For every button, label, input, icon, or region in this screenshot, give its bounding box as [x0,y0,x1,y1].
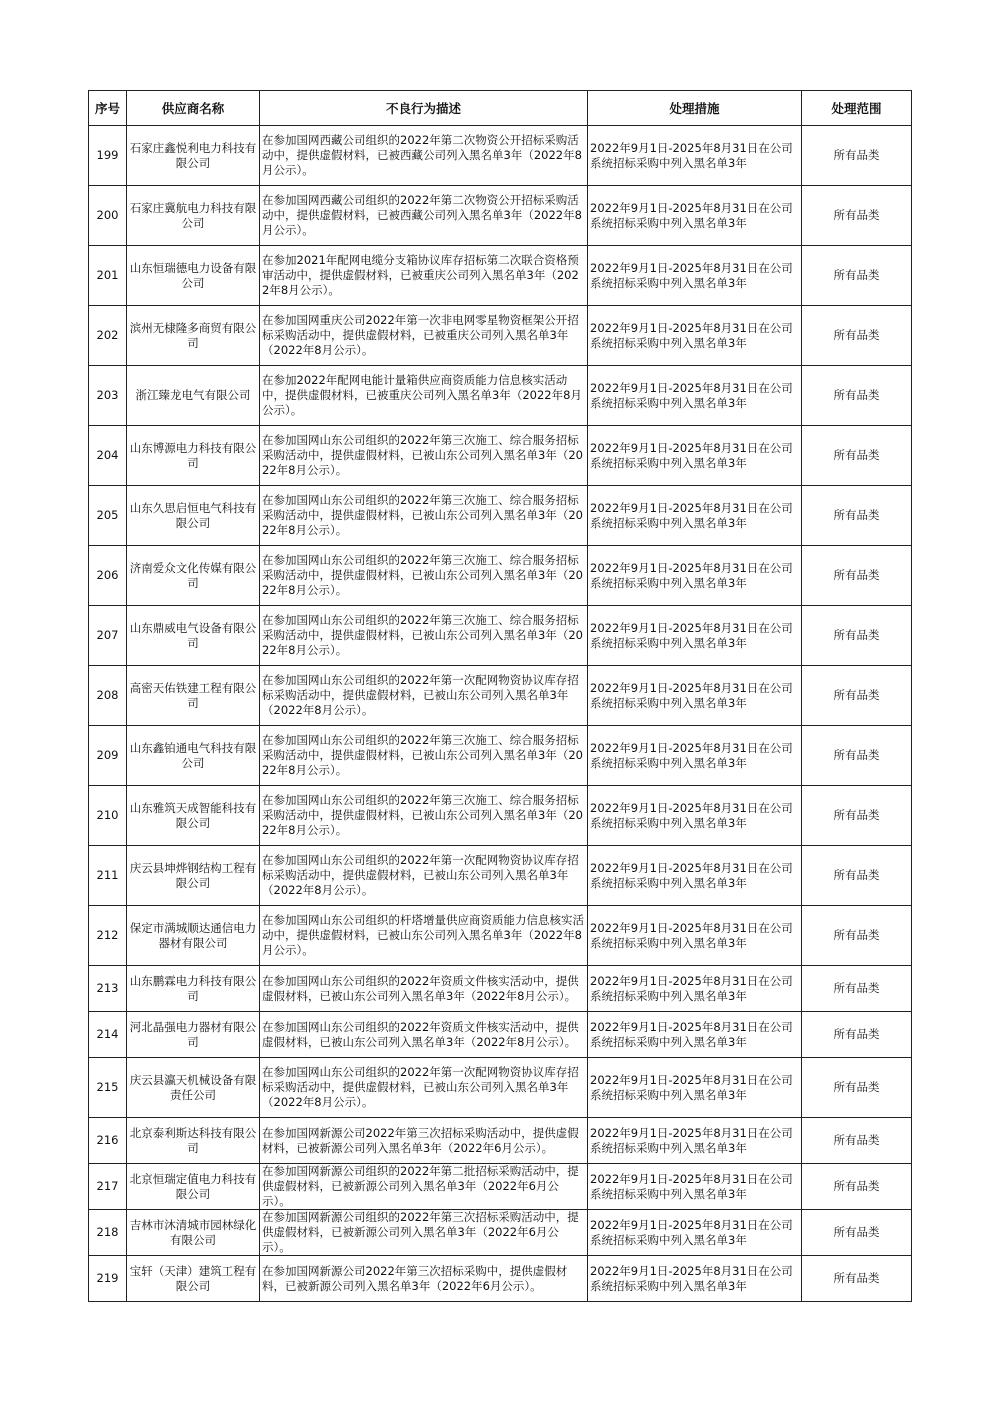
handling-measure: 2022年9月1日-2025年8月31日在公司系统招标采购中列入黑名单3年 [588,1118,802,1164]
row-number: 213 [89,966,127,1012]
handling-scope: 所有品类 [802,486,912,546]
handling-scope: 所有品类 [802,306,912,366]
supplier-name: 山东鑫铂通电气科技有限公司 [127,726,260,786]
supplier-name: 滨州无棣隆多商贸有限公司 [127,306,260,366]
table-row [89,786,912,846]
table-row [89,246,912,306]
violation-description: 在参加国网新源公司2022年第三次招标采购中，提供虚假材料，已被新源公司列入黑名单3年（2022年6月公示）。 [260,1256,588,1302]
table-row [89,426,912,486]
handling-scope: 所有品类 [802,1012,912,1058]
violation-description: 在参加国网西藏公司组织的2022年第二次物资公开招标采购活动中，提供虚假材料，已被西藏公司列入黑名单3年（2022年8月公示）。 [260,186,588,246]
header-no: 序号 [89,91,127,126]
supplier-name: 河北晶强电力器材有限公司 [127,1012,260,1058]
supplier-name: 山东鹏霖电力科技有限公司 [127,966,260,1012]
table-row [89,306,912,366]
supplier-name: 山东博源电力科技有限公司 [127,426,260,486]
handling-measure: 2022年9月1日-2025年8月31日在公司系统招标采购中列入黑名单3年 [588,666,802,726]
supplier-name: 山东恒瑞德电力设备有限公司 [127,246,260,306]
handling-scope: 所有品类 [802,726,912,786]
handling-measure: 2022年9月1日-2025年8月31日在公司系统招标采购中列入黑名单3年 [588,246,802,306]
violation-description: 在参加国网新源公司组织的2022年第三次招标采购活动中，提供虚假材料，已被新源公司列入黑名单3年（2022年6月公示）。 [260,1210,588,1256]
handling-scope: 所有品类 [802,1164,912,1210]
table-row [89,486,912,546]
table-header [89,91,912,126]
violation-description: 在参加国网山东公司组织的杆塔增量供应商资质能力信息核实活动中，提供虚假材料，已被山东公司列入黑名单3年（2022年8月公示）。 [260,906,588,966]
handling-scope: 所有品类 [802,186,912,246]
violation-description: 在参加国网山东公司组织的2022年第三次施工、综合服务招标采购活动中，提供虚假材料，已被山东公司列入黑名单3年（2022年8月公示）。 [260,606,588,666]
supplier-name: 浙江臻龙电气有限公司 [127,366,260,426]
handling-measure: 2022年9月1日-2025年8月31日在公司系统招标采购中列入黑名单3年 [588,126,802,186]
table-row [89,1012,912,1058]
handling-scope: 所有品类 [802,126,912,186]
row-number: 209 [89,726,127,786]
row-number: 205 [89,486,127,546]
supplier-name: 山东鼎威电气设备有限公司 [127,606,260,666]
table-row [89,1118,912,1164]
row-number: 215 [89,1058,127,1118]
handling-scope: 所有品类 [802,246,912,306]
violation-description: 在参加国网山东公司组织的2022年资质文件核实活动中，提供虚假材料，已被山东公司列入黑名单3年（2022年8月公示）。 [260,1012,588,1058]
handling-measure: 2022年9月1日-2025年8月31日在公司系统招标采购中列入黑名单3年 [588,846,802,906]
row-number: 217 [89,1164,127,1210]
table-row [89,366,912,426]
table-row [89,186,912,246]
row-number: 203 [89,366,127,426]
handling-scope: 所有品类 [802,906,912,966]
header-scope: 处理范围 [802,91,912,126]
handling-scope: 所有品类 [802,546,912,606]
violation-description: 在参加国网西藏公司组织的2022年第二次物资公开招标采购活动中，提供虚假材料，已被西藏公司列入黑名单3年（2022年8月公示）。 [260,126,588,186]
handling-measure: 2022年9月1日-2025年8月31日在公司系统招标采购中列入黑名单3年 [588,546,802,606]
violation-description: 在参加国网山东公司组织的2022年第一次配网物资协议库存招标采购活动中，提供虚假材料，已被山东公司列入黑名单3年（2022年8月公示）。 [260,666,588,726]
handling-scope: 所有品类 [802,426,912,486]
table-row [89,1164,912,1210]
table-row [89,606,912,666]
supplier-name: 石家庄鑫悦利电力科技有限公司 [127,126,260,186]
violation-description: 在参加国网山东公司组织的2022年第一次配网物资协议库存招标采购活动中，提供虚假材料，已被山东公司列入黑名单3年（2022年8月公示）。 [260,1058,588,1118]
table-row [89,906,912,966]
supplier-name: 宝轩（天津）建筑工程有限公司 [127,1256,260,1302]
violation-description: 在参加国网山东公司组织的2022年第三次施工、综合服务招标采购活动中，提供虚假材料，已被山东公司列入黑名单3年（2022年8月公示）。 [260,726,588,786]
row-number: 206 [89,546,127,606]
violation-description: 在参加国网新源公司组织的2022年第二批招标采购活动中，提供虚假材料，已被新源公司列入黑名单3年（2022年6月公示）。 [260,1164,588,1210]
table-row [89,846,912,906]
violation-description: 在参加国网山东公司组织的2022年第三次施工、综合服务招标采购活动中，提供虚假材料，已被山东公司列入黑名单3年（2022年8月公示）。 [260,546,588,606]
handling-measure: 2022年9月1日-2025年8月31日在公司系统招标采购中列入黑名单3年 [588,1058,802,1118]
row-number: 214 [89,1012,127,1058]
row-number: 204 [89,426,127,486]
table-row [89,666,912,726]
table-row [89,1210,912,1256]
handling-scope: 所有品类 [802,366,912,426]
handling-scope: 所有品类 [802,1058,912,1118]
supplier-name: 保定市满城顺达通信电力器材有限公司 [127,906,260,966]
table-row [89,1058,912,1118]
handling-scope: 所有品类 [802,1118,912,1164]
violation-description: 在参加国网山东公司组织的2022年第三次施工、综合服务招标采购活动中，提供虚假材料，已被山东公司列入黑名单3年（2022年8月公示）。 [260,786,588,846]
supplier-name: 北京泰利斯达科技有限公司 [127,1118,260,1164]
row-number: 216 [89,1118,127,1164]
table-row [89,966,912,1012]
header-description: 不良行为描述 [260,91,588,126]
violation-description: 在参加2021年配网电缆分支箱协议库存招标第二次联合资格预审活动中，提供虚假材料，已被重庆公司列入黑名单3年（2022年8月公示）。 [260,246,588,306]
header-measure: 处理措施 [588,91,802,126]
handling-measure: 2022年9月1日-2025年8月31日在公司系统招标采购中列入黑名单3年 [588,486,802,546]
handling-measure: 2022年9月1日-2025年8月31日在公司系统招标采购中列入黑名单3年 [588,726,802,786]
supplier-name: 庆云县瀛天机械设备有限责任公司 [127,1058,260,1118]
handling-scope: 所有品类 [802,846,912,906]
row-number: 208 [89,666,127,726]
handling-scope: 所有品类 [802,1256,912,1302]
violation-description: 在参加国网山东公司组织的2022年第一次配网物资协议库存招标采购活动中，提供虚假材料，已被山东公司列入黑名单3年（2022年8月公示）。 [260,846,588,906]
violation-description: 在参加国网新源公司2022年第三次招标采购活动中，提供虚假材料，已被新源公司列入黑名单3年（2022年6月公示）。 [260,1118,588,1164]
handling-scope: 所有品类 [802,1210,912,1256]
handling-measure: 2022年9月1日-2025年8月31日在公司系统招标采购中列入黑名单3年 [588,606,802,666]
supplier-name: 石家庄冀航电力科技有限公司 [127,186,260,246]
supplier-name: 济南爱众文化传媒有限公司 [127,546,260,606]
handling-measure: 2022年9月1日-2025年8月31日在公司系统招标采购中列入黑名单3年 [588,786,802,846]
handling-measure: 2022年9月1日-2025年8月31日在公司系统招标采购中列入黑名单3年 [588,1164,802,1210]
violation-description: 在参加2022年配网电能计量箱供应商资质能力信息核实活动中，提供虚假材料，已被重庆公司列入黑名单3年（2022年8月公示）。 [260,366,588,426]
violation-description: 在参加国网山东公司组织的2022年第三次施工、综合服务招标采购活动中，提供虚假材料，已被山东公司列入黑名单3年（2022年8月公示）。 [260,426,588,486]
handling-scope: 所有品类 [802,966,912,1012]
row-number: 212 [89,906,127,966]
supplier-name: 北京恒瑞定值电力科技有限公司 [127,1164,260,1210]
handling-scope: 所有品类 [802,786,912,846]
header-row [89,91,912,126]
handling-measure: 2022年9月1日-2025年8月31日在公司系统招标采购中列入黑名单3年 [588,906,802,966]
row-number: 218 [89,1210,127,1256]
supplier-name: 吉林市沐清城市园林绿化有限公司 [127,1210,260,1256]
table-row [89,1256,912,1302]
row-number: 199 [89,126,127,186]
supplier-name: 山东久思启恒电气科技有限公司 [127,486,260,546]
handling-measure: 2022年9月1日-2025年8月31日在公司系统招标采购中列入黑名单3年 [588,1256,802,1302]
violation-description: 在参加国网山东公司组织的2022年第三次施工、综合服务招标采购活动中，提供虚假材料，已被山东公司列入黑名单3年（2022年8月公示）。 [260,486,588,546]
blacklist-table [88,90,912,1302]
header-supplier: 供应商名称 [127,91,260,126]
row-number: 202 [89,306,127,366]
handling-scope: 所有品类 [802,606,912,666]
table-row [89,546,912,606]
row-number: 200 [89,186,127,246]
row-number: 201 [89,246,127,306]
row-number: 207 [89,606,127,666]
table-row [89,126,912,186]
supplier-name: 山东雅筑天成智能科技有限公司 [127,786,260,846]
supplier-name: 高密天佑铁建工程有限公司 [127,666,260,726]
handling-measure: 2022年9月1日-2025年8月31日在公司系统招标采购中列入黑名单3年 [588,1210,802,1256]
supplier-name: 庆云县坤烨钢结构工程有限公司 [127,846,260,906]
violation-description: 在参加国网山东公司组织的2022年资质文件核实活动中，提供虚假材料，已被山东公司列入黑名单3年（2022年8月公示）。 [260,966,588,1012]
table-row [89,726,912,786]
handling-measure: 2022年9月1日-2025年8月31日在公司系统招标采购中列入黑名单3年 [588,366,802,426]
row-number: 210 [89,786,127,846]
row-number: 219 [89,1256,127,1302]
table-body [89,126,912,1302]
handling-measure: 2022年9月1日-2025年8月31日在公司系统招标采购中列入黑名单3年 [588,186,802,246]
violation-description: 在参加国网重庆公司2022年第一次非电网零星物资框架公开招标采购活动中，提供虚假材料，已被重庆公司列入黑名单3年（2022年8月公示）。 [260,306,588,366]
handling-measure: 2022年9月1日-2025年8月31日在公司系统招标采购中列入黑名单3年 [588,426,802,486]
row-number: 211 [89,846,127,906]
handling-measure: 2022年9月1日-2025年8月31日在公司系统招标采购中列入黑名单3年 [588,1012,802,1058]
handling-scope: 所有品类 [802,666,912,726]
handling-measure: 2022年9月1日-2025年8月31日在公司系统招标采购中列入黑名单3年 [588,306,802,366]
handling-measure: 2022年9月1日-2025年8月31日在公司系统招标采购中列入黑名单3年 [588,966,802,1012]
